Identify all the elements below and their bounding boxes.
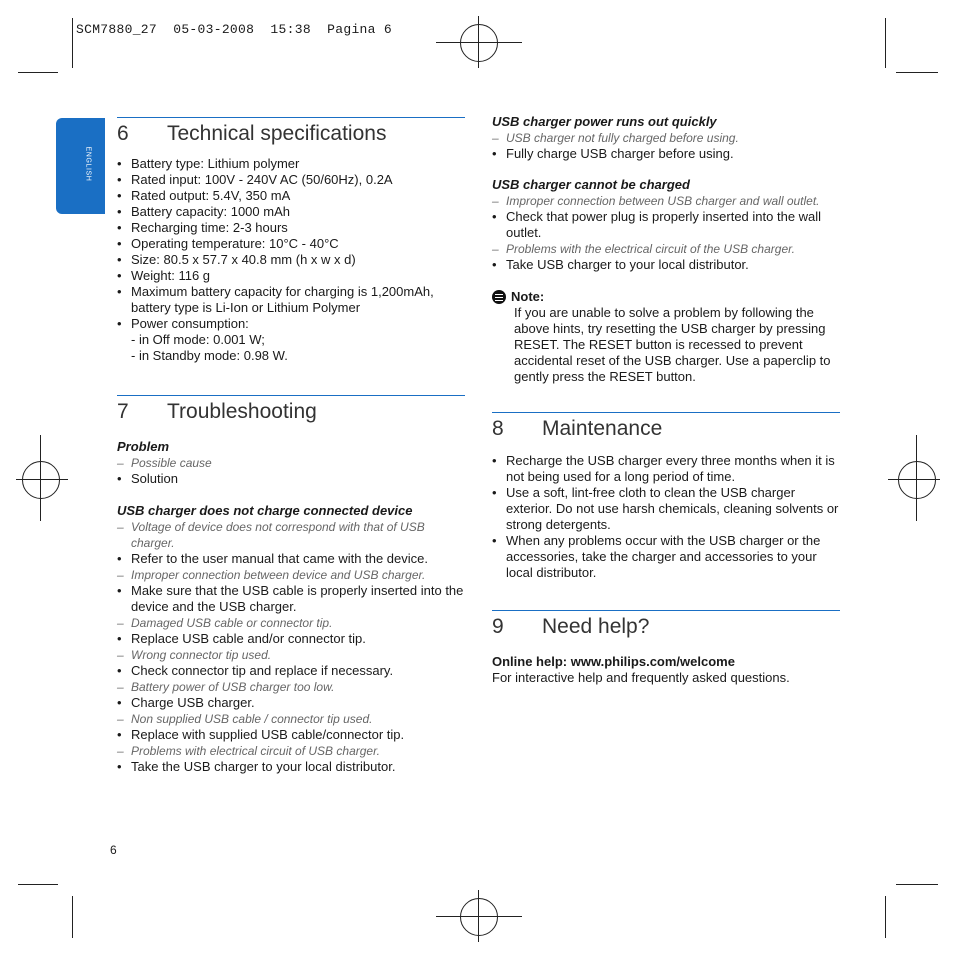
page-number: 6: [110, 843, 117, 857]
language-tab-label: ENGLISH: [84, 146, 92, 182]
language-tab: [56, 118, 105, 214]
crop-mark: [885, 896, 886, 938]
possible-cause: – Improper connection between USB charger and wall outlet.: [492, 193, 840, 209]
crop-mark: [896, 72, 938, 73]
possible-cause: – USB charger not fully charged before using.: [492, 130, 840, 146]
list-item: • When any problems occur with the USB charger or the accessories, take the charger and accessories to your local distributor.: [492, 533, 840, 581]
list-item: • Power consumption:: [117, 316, 465, 332]
section-need-help: [492, 610, 840, 686]
possible-cause: – Wrong connector tip used.: [117, 647, 465, 663]
section-maintenance: [492, 412, 840, 581]
section-title: Technical specifications: [167, 122, 387, 145]
note-box: [492, 289, 840, 385]
list-item: • Rated input: 100V - 240V AC (50/60Hz), 0.2A: [117, 172, 465, 188]
section-heading: [117, 400, 465, 424]
possible-cause: – Battery power of USB charger too low.: [117, 679, 465, 695]
crop-mark: [72, 896, 73, 938]
section-rule: [492, 412, 840, 413]
solution: • Charge USB charger.: [117, 695, 465, 711]
legend-solution: • Solution: [117, 471, 465, 487]
solution: • Replace USB cable and/or connector tip.: [117, 631, 465, 647]
problem-group: [117, 503, 465, 775]
possible-cause: – Improper connection between device and USB charger.: [117, 567, 465, 583]
power-consumption-detail: [117, 332, 465, 364]
solution: • Replace with supplied USB cable/connector tip.: [117, 727, 465, 743]
legend-cause: – Possible cause: [117, 455, 465, 471]
possible-cause: – Problems with the electrical circuit of the USB charger.: [492, 241, 840, 257]
power-off-mode: - in Off mode: 0.001 W;: [131, 332, 265, 347]
solution: • Fully charge USB charger before using.: [492, 146, 840, 162]
list-item: • Maximum battery capacity for charging is 1,200mAh, battery type is Li-Ion or Lithium Polymer: [117, 284, 465, 316]
possible-cause: – Problems with electrical circuit of USB charger.: [117, 743, 465, 759]
crop-mark: [896, 884, 938, 885]
section-title: Troubleshooting: [167, 400, 317, 423]
solution: • Check that power plug is properly inserted into the wall outlet.: [492, 209, 840, 241]
section-technical-specifications: [117, 117, 465, 364]
solution: • Take the USB charger to your local distributor.: [117, 759, 465, 775]
section-rule: [492, 610, 840, 611]
troubleshooting-continued: [492, 114, 840, 385]
list-item: • Recharge the USB charger every three months when it is not being used for a long period of time.: [492, 453, 840, 485]
crop-mark: [885, 18, 886, 68]
crop-mark: [18, 72, 58, 73]
crop-mark: [72, 18, 73, 68]
list-item: • Operating temperature: 10°C - 40°C: [117, 236, 465, 252]
problem-group: [492, 177, 840, 273]
section-number: 8: [492, 417, 504, 440]
troubleshooting-legend: [117, 439, 465, 487]
problem-title: USB charger cannot be charged: [492, 177, 690, 192]
list-item: • Recharging time: 2-3 hours: [117, 220, 465, 236]
section-number: 6: [117, 122, 129, 145]
maintenance-list: [492, 453, 840, 581]
legend-problem: Problem: [117, 439, 170, 454]
section-number: 9: [492, 615, 504, 638]
list-item: • Weight: 116 g: [117, 268, 465, 284]
problem-group: [492, 114, 840, 162]
list-item: • Size: 80.5 x 57.7 x 40.8 mm (h x w x d): [117, 252, 465, 268]
note-body: If you are unable to solve a problem by following the above hints, try resetting the USB charger by pressing RESET. The RESET button is recessed to prevent accidental reset of the USB charger. Use a paperclip to gently press the RESET button.: [514, 305, 831, 384]
list-item: • Rated output: 5.4V, 350 mA: [117, 188, 465, 204]
section-title: Maintenance: [542, 417, 663, 440]
section-heading: [492, 417, 840, 441]
possible-cause: – Damaged USB cable or connector tip.: [117, 615, 465, 631]
solution: • Check connector tip and replace if necessary.: [117, 663, 465, 679]
power-standby-mode: - in Standby mode: 0.98 W.: [131, 348, 288, 363]
list-item: • Battery capacity: 1000 mAh: [117, 204, 465, 220]
section-rule: [117, 117, 465, 118]
spec-list: [117, 156, 465, 332]
note-title: Note:: [511, 289, 545, 304]
list-item: • Battery type: Lithium polymer: [117, 156, 465, 172]
section-title: Need help?: [542, 615, 650, 638]
section-number: 7: [117, 400, 129, 423]
section-rule: [117, 395, 465, 396]
solution: • Make sure that the USB cable is properly inserted into the device and the USB charger.: [117, 583, 465, 615]
print-header: SCM7880_27 05-03-2008 15:38 Pagina 6: [76, 22, 392, 37]
note-heading: [492, 289, 840, 305]
section-heading: [117, 122, 465, 146]
online-help-link[interactable]: Online help: www.philips.com/welcome: [492, 654, 735, 669]
possible-cause: – Non supplied USB cable / connector tip used.: [117, 711, 465, 727]
problem-title: USB charger does not charge connected device: [117, 503, 413, 518]
crop-mark: [18, 884, 58, 885]
section-heading: [492, 615, 840, 639]
help-description: For interactive help and frequently asked questions.: [492, 670, 790, 685]
possible-cause: – Voltage of device does not correspond with that of USB charger.: [117, 519, 465, 551]
solution: • Take USB charger to your local distributor.: [492, 257, 840, 273]
problem-title: USB charger power runs out quickly: [492, 114, 717, 129]
section-troubleshooting: [117, 395, 465, 775]
note-icon: [492, 290, 506, 304]
list-item: • Use a soft, lint-free cloth to clean the USB charger exterior. Do not use harsh chemicals, cleaning solvents or strong detergents.: [492, 485, 840, 533]
solution: • Refer to the user manual that came with the device.: [117, 551, 465, 567]
